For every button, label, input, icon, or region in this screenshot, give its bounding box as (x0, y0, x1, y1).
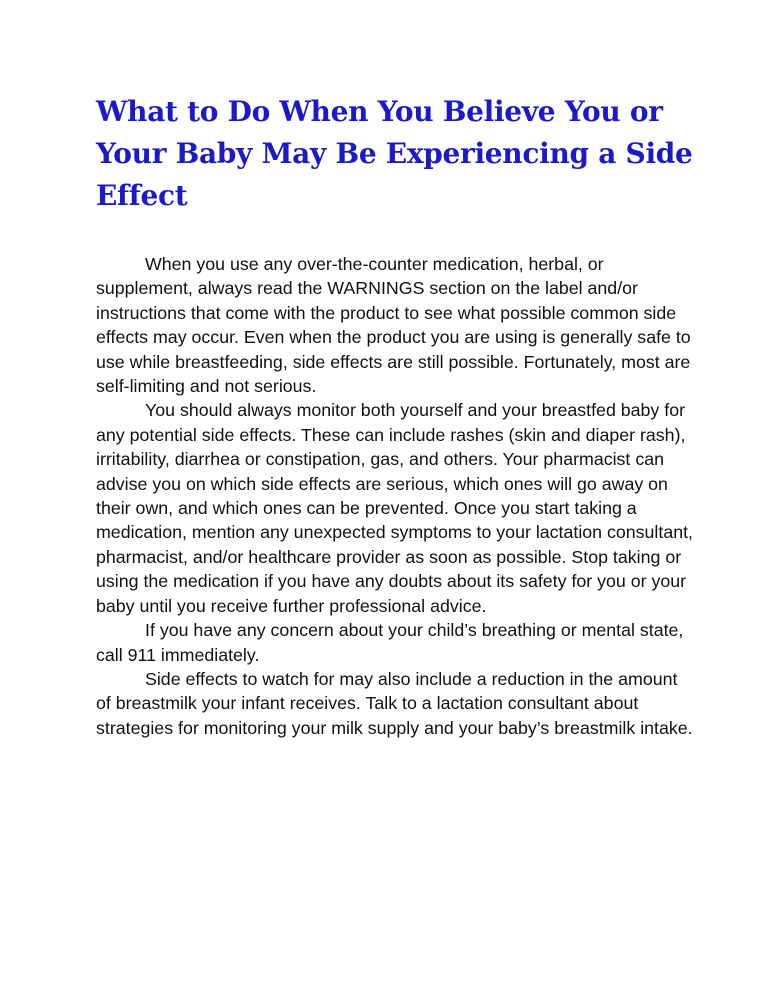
paragraph-monitoring: You should always monitor both yourself and your breastfed baby for any potential side effects. These can include rashes (skin and diaper rash), irritability, diarrhea or constipation, gas, and others. Your pharmacist can advise you on which side effects are serious, which ones will go away on their own, and which ones can be prevented. Once you start taking a medication, mention any unexpected symptoms to your lactation consultant, pharmacist, and/or healthcare provider as soon as possible. Stop taking or using the medication if you have any doubts about its safety for you or your baby until you receive further professional advice. (96, 400, 693, 616)
page-title: What to Do When You Believe You or Your Baby May Be Experiencing a Side Effect (96, 95, 693, 212)
document-body (96, 252, 696, 740)
paragraph-side-effects-intro: When you use any over-the-counter medication, herbal, or supplement, always read the WARNINGS section on the label and/or instructions that come with the product to see what possible common side effects may occur. Even when the product you are using is generally safe to use while breastfeeding, side effects are still possible. Fortunately, most are self-limiting and not serious. (96, 254, 691, 397)
paragraph-milk-supply: Side effects to watch for may also include a reduction in the amount of breastmilk your infant receives. Talk to a lactation consultant about strategies for monitoring your milk supply and your baby’s breastmilk intake. (96, 668, 693, 738)
paragraph-emergency: If you have any concern about your child’s breathing or mental state, call 911 immediately. (96, 620, 684, 665)
